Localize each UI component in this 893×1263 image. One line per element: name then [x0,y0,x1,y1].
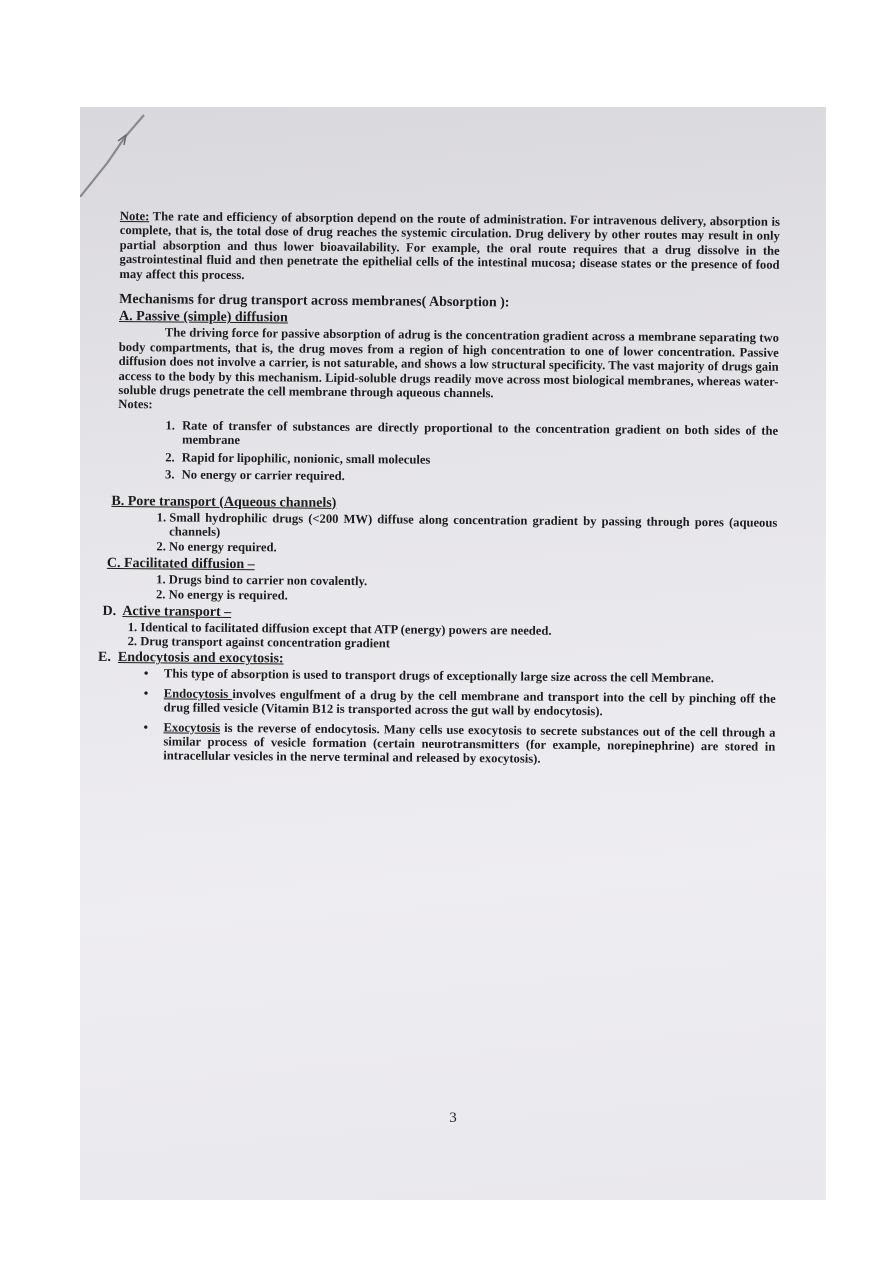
list-item: 1. Drugs bind to carrier non covalently. [169,572,777,592]
exocytosis-term: Exocytosis [163,719,221,735]
exocytosis-text: is the reverse of endocytosis. Many cells use exocytosis to secrete substances out of the cell through a similar process of vesicle formation (certain neurotransmitters (for example, norepinephrine) are stored in intracellular vesicles in the nerve terminal and released by exocytosis). [163,720,776,767]
list-item: • This type of absorption is used to transport drugs of exceptionally large size across the cell Membrane. [140,667,776,687]
list-item: 2. Rapid for lipophilic, nonionic, small molecules [178,450,778,470]
section-e-list [97,666,776,768]
section-d-letter: D. [102,603,117,619]
note-text: The rate and efficiency of absorption depend on the route of administration. For intravenous delivery, absorption is complete, that is, the total dose of drug reaches the systemic circulation. Drug delivery by other routes may result in only partial absorption and thus lower bioavailability. For example, the oral route requires that a drug dissolve in the gastrointestinal fluid and then penetrate the epithelial cells of the intestinal mucosa; disease states or the presence of food may affect this process. [119,209,780,282]
section-d [102,603,776,654]
section-c-title: C. Facilitated diffusion – [106,555,255,572]
list-item [139,720,775,769]
section-e [97,650,776,768]
page-number: 3 [449,1110,457,1126]
list-item [140,686,776,720]
section-a-notes-label: Notes: [118,397,153,412]
note-paragraph [119,209,780,287]
section-a-title: A. Passive (simple) diffusion [118,309,288,326]
list-item: 2. Drug transport against concentration gradient [140,634,776,654]
section-b [111,493,778,559]
list-item: 2. No energy is required. [169,588,777,608]
section-a-list [118,418,779,487]
section-e-title: Endocytosis and exocytosis: [117,650,284,667]
document-photo [80,107,826,1200]
list-item: 1. Rate of transfer of substances are directly proportional to the concentration gradient on both sides of the membrane [178,418,778,452]
section-d-list [102,619,776,654]
section-e-letter: E. [98,650,111,666]
endocytosis-term: Endocytosis [163,686,233,701]
list-item: 1. Identical to facilitated diffusion except that ATP (energy) powers are needed. [140,620,776,640]
section-a [118,309,779,487]
list-item: 1. Small hydrophilic drugs (<200 MW) diffuse along concentration gradient by passing through pores (aqueous channels) [169,510,777,544]
section-b-title: B. Pore transport (Aqueous channels) [111,493,337,511]
section-c [107,556,777,608]
mechanisms-heading: Mechanisms for drug transport across membranes( Absorption ): [119,292,510,311]
page-content [98,209,780,774]
section-b-list [111,509,777,559]
endocytosis-text: involves engulfment of a drug by the cell membrane and transport into the cell by pinching off the drug filled vesicle (Vitamin B12 is transported across the gut wall by endocytosis). [163,686,776,719]
section-a-paragraph: The driving force for passive absorption of adrug is the concentration gradient across a membrane separating two body compartments, that is, the drug moves from a region of high concentration to one of lower concentration. Passive diffusion does not involve a carrier, is not saturable, and shows a low structural specificity. The vast majority of drugs gain access to the body by this mechanism. Lipid-soluble drugs readily move across most biological membranes, whereas water-soluble drugs penetrate the cell membrane through aqueous channels. [118,325,779,401]
section-d-title: Active transport – [122,603,232,620]
list-item: 2. No energy required. [169,540,777,560]
section-c-list [107,572,777,608]
list-item: 3. No energy or carrier required. [178,468,778,488]
note-label: Note: [119,209,150,224]
folded-corner-mark [80,107,160,197]
